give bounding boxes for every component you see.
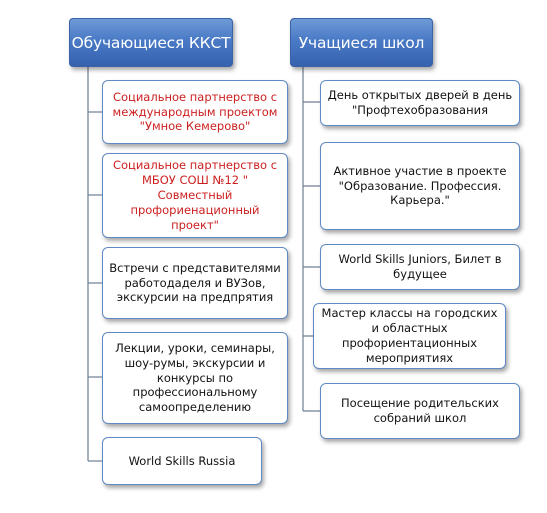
header-school-students — [290, 18, 433, 67]
node-text: Социальное партнерство с международным проектом "Умное Кемерово" — [112, 89, 278, 134]
node-text: Посещение родительских собраний школ — [341, 396, 499, 425]
node-text: Социальное партнерство с МБОУ СОШ №12 " Совместный профориенационный проект" — [112, 158, 278, 232]
node-text: Мастер классы на городских и областных профориентационных мероприятиях — [321, 306, 498, 365]
header-students-kkst — [69, 18, 233, 67]
node-parent-meetings — [320, 383, 520, 439]
node-text: Активное участие в проекте "Образование. Профессия. Карьера." — [333, 163, 507, 208]
node-text: Встречи с представителями работодаделя и ВУЗов, экскурсии на предпрятия — [109, 260, 281, 305]
node-world-skills-russia — [102, 437, 262, 485]
header-school-students-label: Учащиеся школ — [298, 33, 425, 52]
node-text: Лекции, уроки, семинары, шоу-румы, экскурсии и конкурсы по профессиональному самоопределению — [115, 340, 275, 415]
node-text: День открытых дверей в день "Профтехобразования — [327, 88, 513, 117]
node-master-classes — [313, 303, 506, 369]
node-lectures-seminars — [102, 332, 288, 424]
node-school12-partnership — [102, 153, 288, 238]
node-employer-meetings — [102, 247, 288, 319]
node-text: World Skills Juniors, Билет в будущее — [338, 252, 502, 281]
header-students-kkst-label: Обучающиеся ККСТ — [71, 33, 231, 52]
node-education-career-project — [320, 142, 520, 230]
node-world-skills-juniors — [320, 244, 520, 290]
node-smart-kemerovo-partnership — [102, 80, 288, 144]
node-open-day — [320, 80, 520, 126]
node-text: World Skills Russia — [128, 453, 236, 468]
